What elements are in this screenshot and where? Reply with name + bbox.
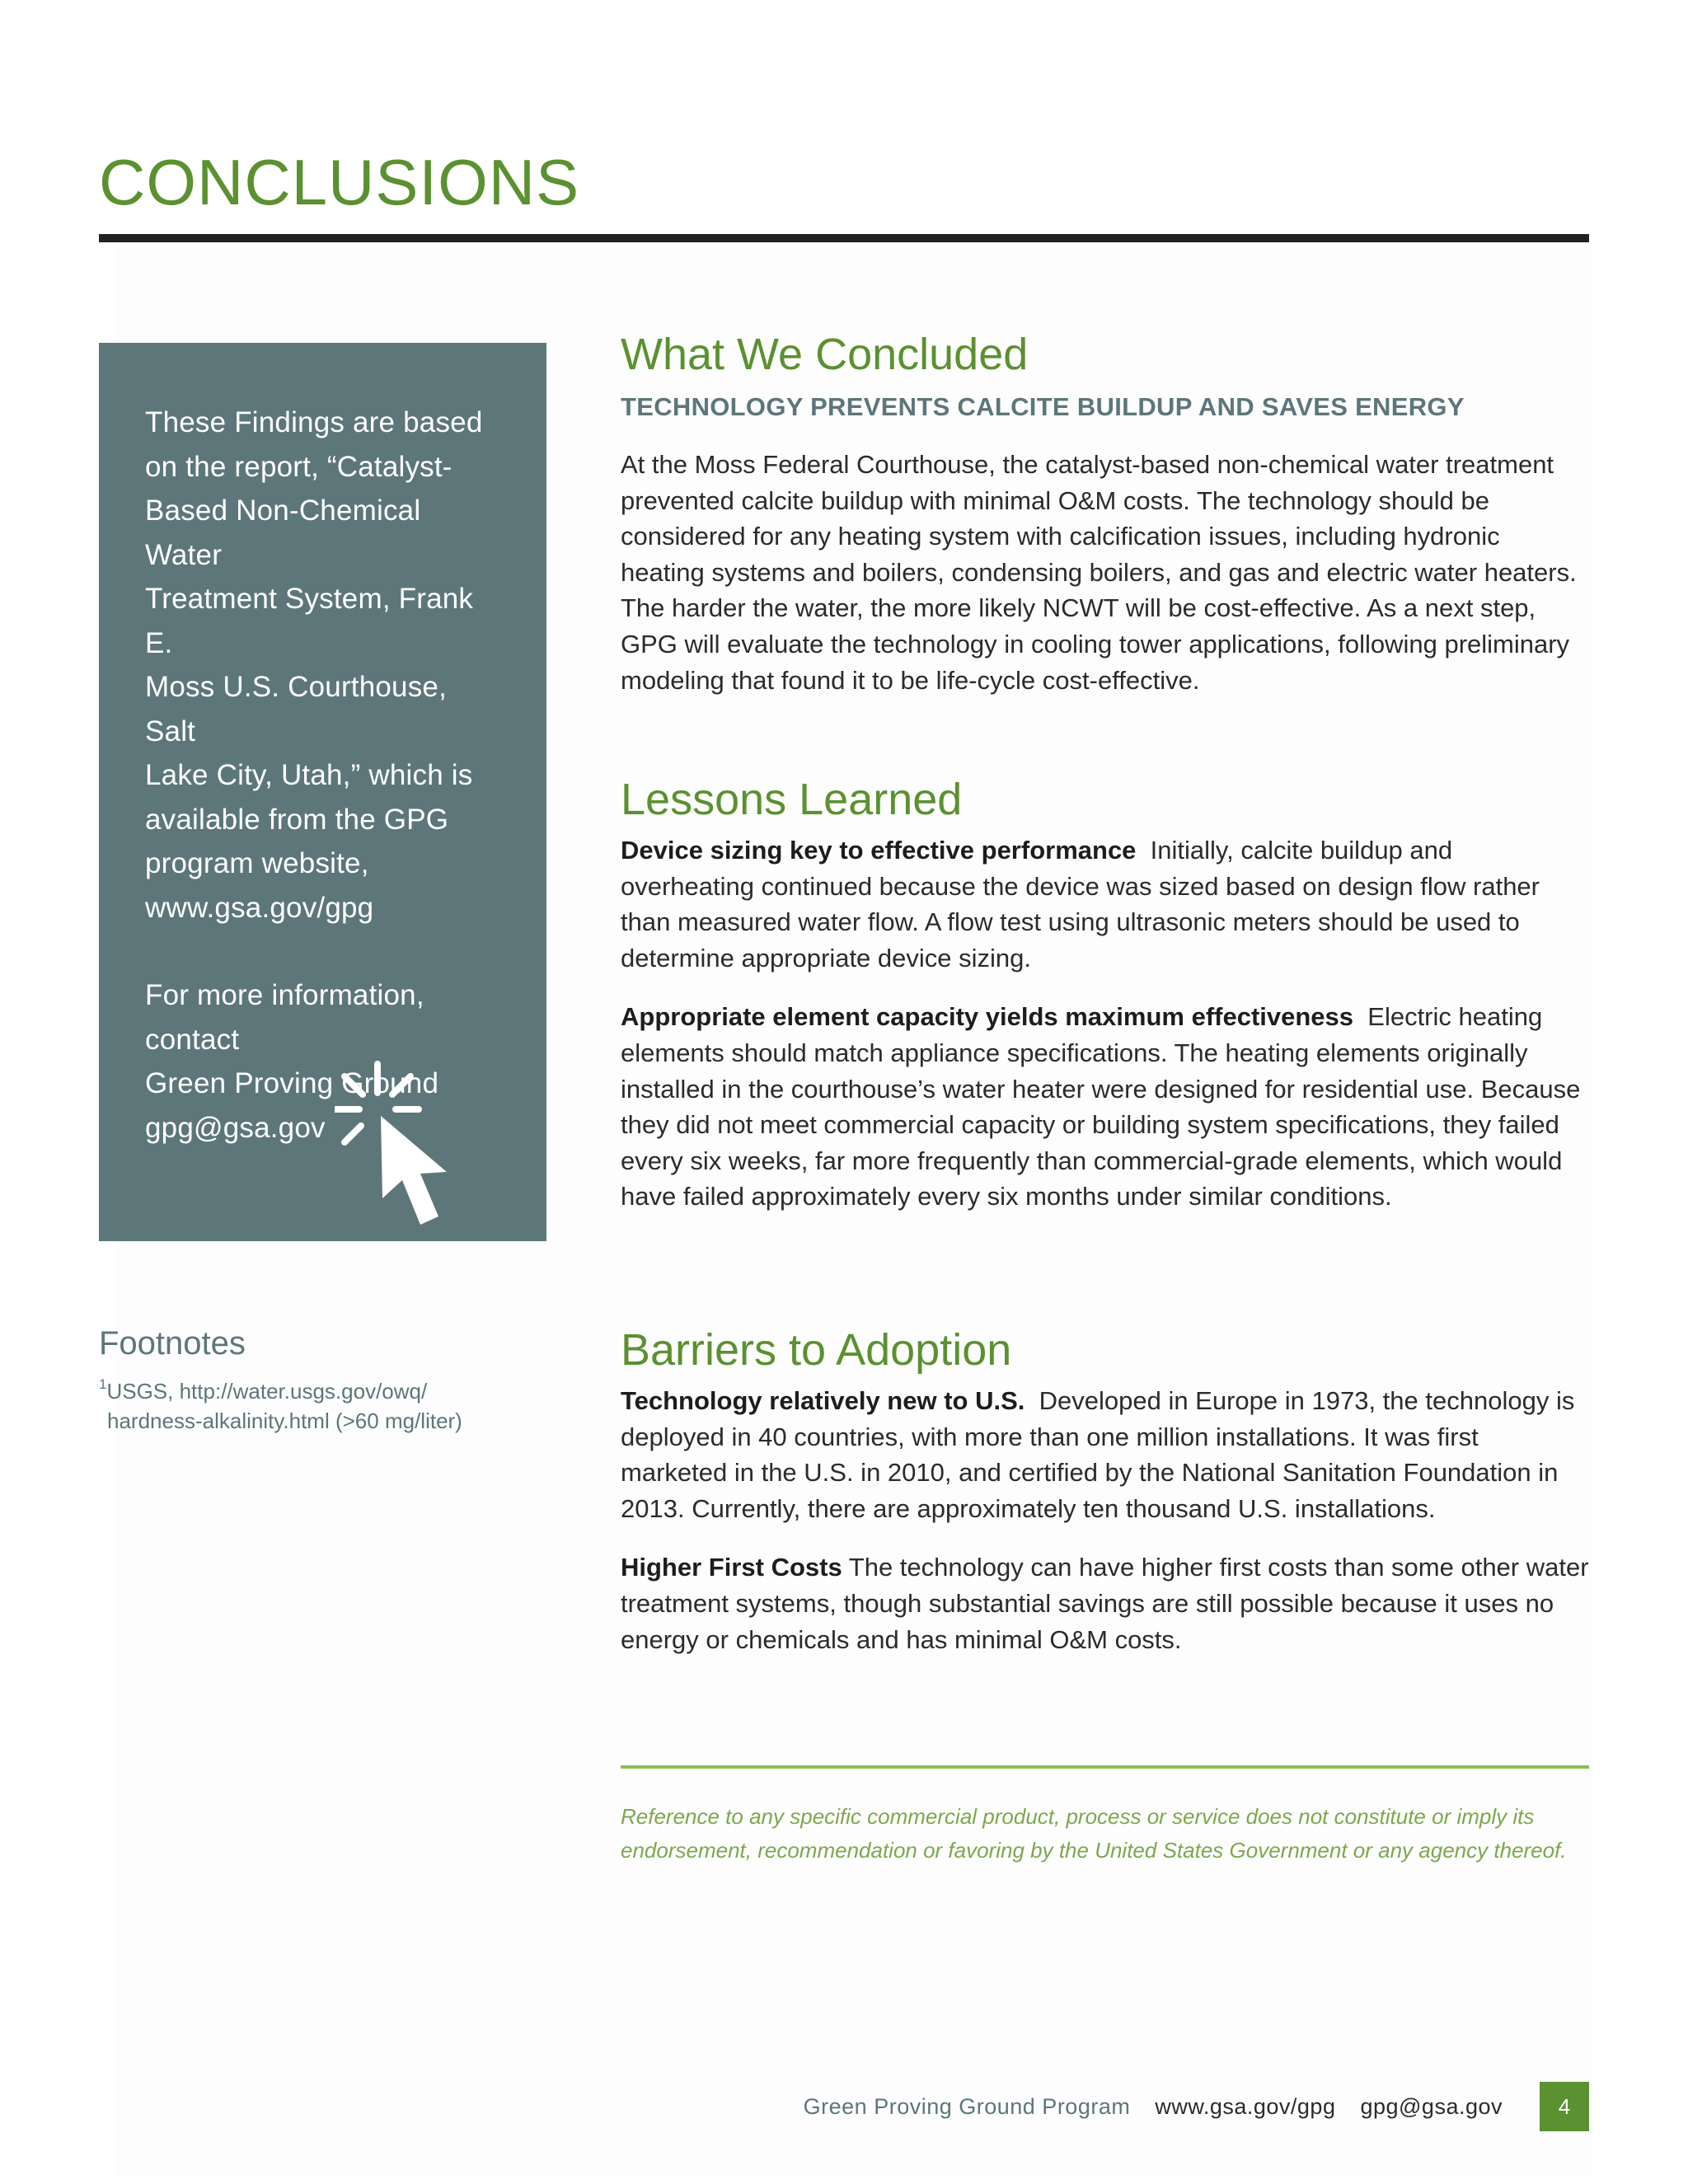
contact-text: For more information, contact Green Proving Ground gpg@gsa.gov [145, 979, 439, 1144]
disclaimer-divider [621, 1765, 1589, 1769]
barriers-section [621, 1324, 1589, 1657]
lesson-item [621, 832, 1589, 976]
page-footer [804, 2082, 1589, 2131]
lesson-lead: Device sizing key to effective performance [621, 836, 1137, 865]
findings-text: These Findings are based on the report, “Catalyst- Based Non-Chemical Water Treatment System, Frank E. Moss U.S. Courthouse, Salt Lake City, Utah,” which is available from the GPG program website, www.gsa.gov/gpg [145, 406, 483, 924]
barriers-heading: Barriers to Adoption [621, 1325, 1012, 1375]
barrier-item [621, 1549, 1589, 1657]
concluded-body: At the Moss Federal Courthouse, the catalyst-based non-chemical water treatment prevented calcite buildup with minimal O&M costs. The technology should be considered for any heating system with calcification issues, including hydronic heating systems and boilers, condensing boilers, and gas and electric water heaters. The harder the water, the more likely NCWT will be cost-effective. As a next step, GPG will evaluate the technology in cooling tower applications, following preliminary modeling that found it to be life-cycle cost-effective. [621, 450, 1577, 695]
barrier-lead: Technology relatively new to U.S. [621, 1386, 1025, 1415]
page-number: 4 [1540, 2082, 1589, 2131]
disclaimer-text: Reference to any specific commercial product, process or service does not constitute or imply its endorsement, recommendation or favoring by the United States Government or any agency thereof. [621, 1804, 1567, 1863]
footnote-line-1: USGS, http://water.usgs.gov/owq/ [106, 1379, 428, 1404]
footer-website-link[interactable]: www.gsa.gov/gpg [1155, 2093, 1336, 2119]
barrier-lead: Higher First Costs [621, 1553, 842, 1582]
lesson-text: Initially, calcite buildup and overheating continued because the device was sized based on design flow rather than measured water flow. A flow test using ultrasonic meters should be used to determine appropriate device sizing. [621, 836, 1540, 972]
footer-program-name: Green Proving Ground Program [803, 2093, 1131, 2119]
concluded-subheading: TECHNOLOGY PREVENTS CALCITE BUILDUP AND SAVES ENERGY [621, 392, 1465, 421]
footer-email-link[interactable]: gpg@gsa.gov [1360, 2093, 1503, 2119]
concluded-heading: What We Concluded [621, 330, 1029, 379]
lesson-item [621, 999, 1589, 1215]
barrier-item [621, 1383, 1589, 1526]
what-we-concluded-section [621, 328, 1589, 698]
findings-sidebar [99, 343, 546, 1241]
title-divider [99, 234, 1589, 242]
barrier-text: The technology can have higher first costs than some other water treatment systems, though substantial savings are still possible because it uses no energy or chemicals and has minimal O&M costs. [621, 1553, 1589, 1654]
lessons-learned-section [621, 773, 1589, 1215]
lesson-text: Electric heating elements should match appliance specifications. The heating elements originally installed in the courthouse’s water heater were designed for residential use. Because they did not meet commercial capacity or building system specifications, they failed every six weeks, far more frequently than commercial-grade elements, which would have failed approximately every six months under similar conditions. [621, 1002, 1581, 1212]
footnote-line-2: hardness-alkalinity.html (>60 mg/liter) [107, 1408, 462, 1433]
lesson-lead: Appropriate element capacity yields maximum effectiveness [621, 1002, 1354, 1032]
footnotes-title: Footnotes [99, 1325, 246, 1361]
barrier-text: Developed in Europe in 1973, the technology is deployed in 40 countries, with more than one million installations. It was first marketed in the U.S. in 2010, and certified by the National Sanitation Foundation in 2013. Currently, there are approximately ten thousand U.S. installations. [621, 1386, 1575, 1523]
footnote-mark: 1 [99, 1376, 107, 1392]
lessons-heading: Lessons Learned [621, 775, 963, 824]
page-title: CONCLUSIONS [99, 146, 580, 218]
footnote-1 [99, 1376, 528, 1436]
cursor-click-icon [335, 1060, 565, 1241]
